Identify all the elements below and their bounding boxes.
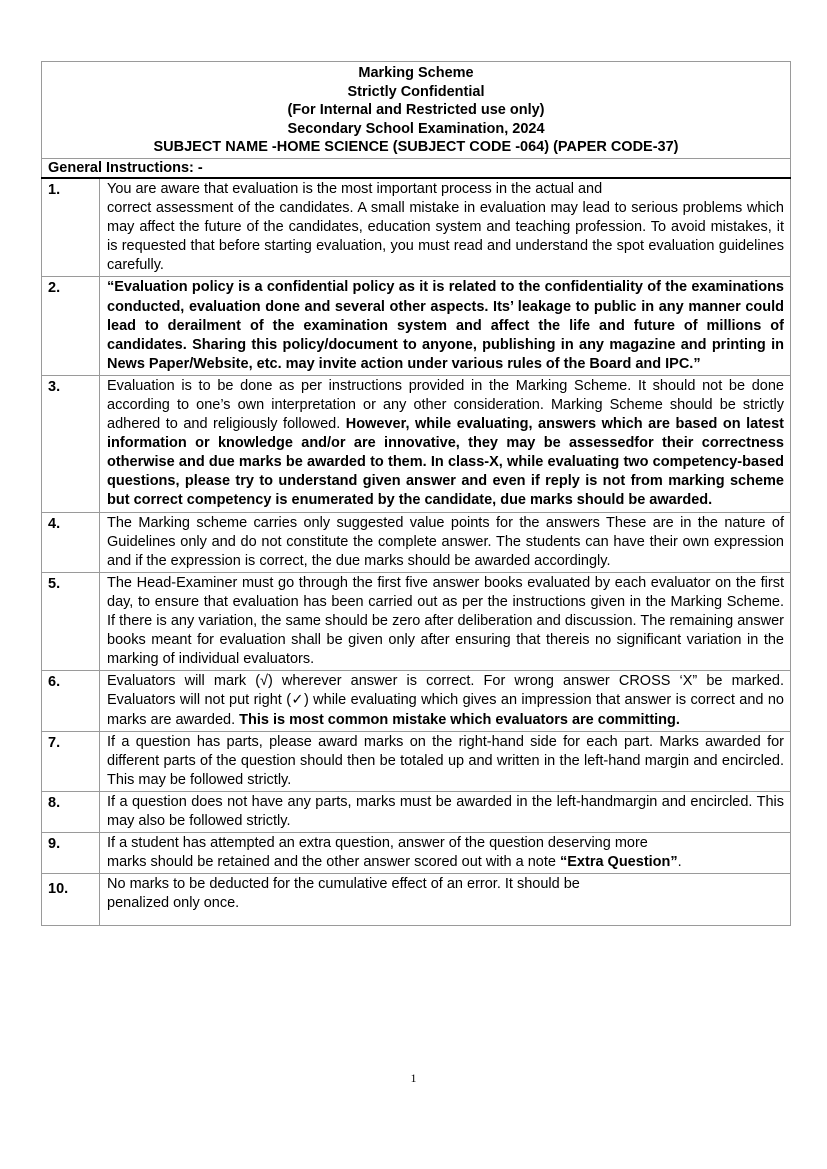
instruction-row — [42, 572, 791, 670]
general-instructions-label: General Instructions: - — [42, 158, 791, 178]
instruction-number: 2. — [42, 277, 100, 375]
instruction-line: If a student has attempted an extra question, answer of the question deserving more — [107, 835, 648, 852]
instruction-row — [42, 731, 791, 791]
instruction-line: marks should be retained and the other answer scored out with a note — [107, 854, 560, 871]
instruction-text: The Marking scheme carries only suggested value points for the answers These are in the nature of Guidelines only and do not constitute the complete answer. The students can have their own expression and if the expression is correct, the due marks should be awarded accordingly. — [100, 512, 791, 572]
exam-line: Secondary School Examination, 2024 — [287, 120, 545, 137]
instruction-bold-text: “Extra Question” — [560, 854, 678, 871]
instructions-table — [41, 61, 791, 926]
instruction-text: If a question does not have any parts, marks must be awarded in the left-handmargin and encircled. This may also be followed strictly. — [100, 791, 791, 832]
instruction-row — [42, 791, 791, 832]
instruction-row — [42, 512, 791, 572]
instruction-line: You are aware that evaluation is the most important process in the actual and — [107, 180, 603, 197]
instruction-number: 6. — [42, 671, 100, 731]
marking-scheme-document — [41, 61, 790, 926]
instruction-bold-text: “Evaluation policy is a confidential policy as it is related to the confidentiality of the examinations conducted, evaluation done and several other aspects. Its’ leakage to public in any manner could lead to derailment of the examination system and affect the life and future of millions of candidates. Sharing this policy/document to anyone, publishing in any magazine and printing in News Paper/Website, etc. may invite action under various rules of the Board and IPC.” — [107, 279, 784, 372]
instruction-text — [100, 178, 791, 277]
header-cell — [42, 62, 791, 159]
instruction-line: correct assessment of the candidates. A small mistake in evaluation may lead to serious problems which may affect the future of the candidates, education system and teaching profession. To avoid mistakes, it is requested that before starting evaluation, you must read and understand the spot evaluation guidelines carefully. — [107, 200, 784, 274]
instruction-normal-text: Evaluators will mark (√) wherever answer is correct. For wrong answer CROSS ‘X” be marked. Evaluators will not put right (✓) while evaluating which gives an impression that answer is correct and no marks are awarded. — [107, 673, 784, 728]
instruction-text — [100, 277, 791, 375]
instruction-tail: . — [677, 854, 682, 871]
subject-line: SUBJECT NAME -HOME SCIENCE (SUBJECT CODE -064) (PAPER CODE-37) — [153, 139, 679, 156]
instruction-number: 8. — [42, 791, 100, 832]
instruction-row — [42, 833, 791, 874]
page-number: 1 — [410, 1071, 417, 1085]
instruction-row — [42, 178, 791, 277]
instruction-row — [42, 277, 791, 375]
doc-title: Marking Scheme — [358, 65, 474, 81]
instruction-text — [100, 874, 791, 926]
instruction-number: 10. — [42, 874, 100, 926]
instruction-text: If a question has parts, please award marks on the right-hand side for each part. Marks awarded for different parts of the question should then be totaled up and written in the left-hand margin and encircled. This may be followed strictly. — [100, 731, 791, 791]
instruction-text — [100, 671, 791, 731]
instruction-number: 3. — [42, 375, 100, 512]
instruction-row — [42, 375, 791, 512]
instruction-text — [100, 375, 791, 512]
header-row — [42, 62, 791, 159]
confidentiality-line: Strictly Confidential — [347, 83, 485, 100]
general-instructions-row — [42, 158, 791, 178]
instruction-text: The Head-Examiner must go through the first five answer books evaluated by each evaluator on the first day, to ensure that evaluation has been carried out as per the instructions given in the Marking Scheme. If there is any variation, the same should be zero after deliberation and discussion. The remaining answer books meant for evaluation shall be given only after ensuring that thereis no significant variation in the marking of individual evaluators. — [100, 572, 791, 670]
instruction-number: 5. — [42, 572, 100, 670]
instruction-number: 1. — [42, 178, 100, 277]
instruction-number: 9. — [42, 833, 100, 874]
instruction-line: penalized only once. — [107, 895, 240, 912]
instruction-normal-text: Evaluation is to be done as per instructions provided in the Marking Scheme. It should not be done according to one’s own interpretation or any other consideration. Marking Scheme should be strictly adhered to and religiously followed. — [107, 377, 784, 433]
instruction-row — [42, 874, 791, 926]
instruction-bold-text: This is most common mistake which evaluators are committing. — [239, 711, 680, 728]
usage-line: (For Internal and Restricted use only) — [287, 102, 545, 119]
instruction-number: 7. — [42, 731, 100, 791]
instruction-bold-text: However, while evaluating, answers which are based on latest information or knowledge and/or are innovative, they may be assessedfor their correctness otherwise and due marks be awarded to them. In class-X, while evaluating two competency-based questions, please try to understand given answer and even if reply is not from marking scheme but correct competency is enumerated by the candidate, due marks should be awarded. — [107, 416, 785, 509]
instruction-line: No marks to be deducted for the cumulative effect of an error. It should be — [107, 876, 580, 893]
instruction-row — [42, 671, 791, 731]
instruction-text — [100, 833, 791, 874]
instruction-number: 4. — [42, 512, 100, 572]
